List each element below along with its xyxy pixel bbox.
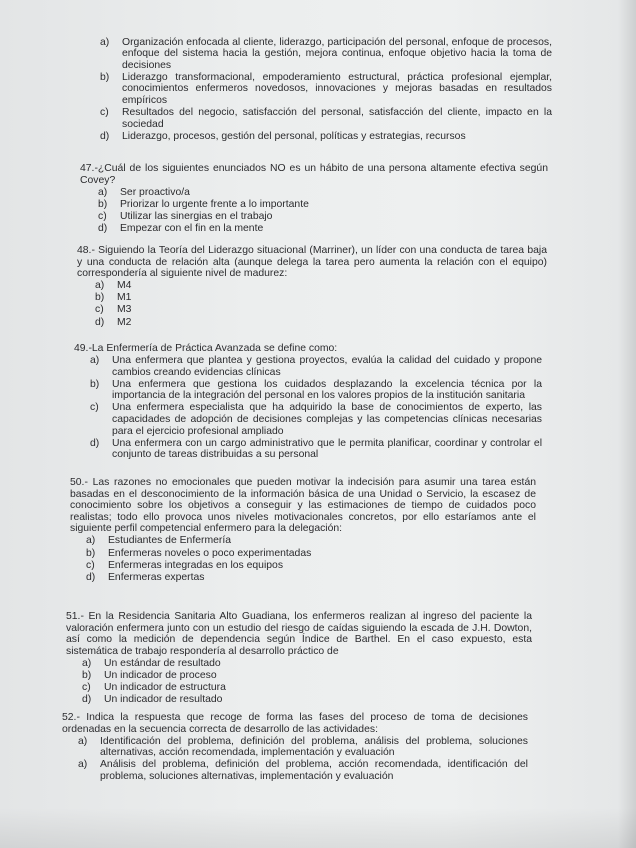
option-letter: b) [90, 378, 100, 390]
option-letter: a) [78, 759, 88, 771]
option [82, 682, 532, 694]
option-letter: a) [86, 535, 96, 547]
option-letter: d) [100, 130, 110, 142]
question-46-options [100, 36, 552, 142]
option-letter: a) [100, 36, 110, 48]
option-text: Un indicador de estructura [104, 682, 226, 694]
option-letter: d) [82, 694, 92, 706]
option [86, 535, 536, 547]
option [86, 560, 536, 572]
option-text: M1 [117, 292, 132, 304]
option [78, 736, 528, 759]
option-letter: c) [100, 107, 109, 119]
option [90, 438, 542, 461]
option-text: Empezar con el fin en la mente [120, 222, 264, 234]
option [98, 199, 548, 211]
option [78, 759, 528, 782]
page-edge-shadow [618, 0, 636, 848]
option-letter: b) [95, 292, 105, 304]
option-letter: b) [82, 669, 92, 681]
option-text: Identificación del problema, definición del problema, análisis del problema, soluciones alternativas, acción recomendada, implementación y evaluación [100, 735, 528, 759]
option [98, 187, 548, 199]
option-letter: a) [78, 735, 88, 747]
option [98, 211, 548, 223]
option [100, 131, 552, 143]
question-text: 52.- Indica la respuesta que recoge de forma las fases del proceso de toma de decisiones ordenadas en la secuencia correcta de desarrollo de las actividades: [62, 712, 528, 735]
option-text: Un estándar de resultado [104, 657, 221, 669]
option [98, 223, 548, 235]
option-text: Una enfermera con un cargo administrativo que le permita planificar, coordinar y controlar el conjunto de tareas distribuidas a su personal [112, 437, 542, 461]
option [90, 379, 542, 402]
option-text: Enfermeras noveles o poco experimentadas [108, 547, 312, 559]
option-letter: d) [90, 437, 100, 449]
question-text: 49.-La Enfermería de Práctica Avanzada se define como: [74, 343, 338, 354]
option [95, 292, 547, 304]
question-text: 51.- En la Residencia Sanitaria Alto Guadiana, los enfermeros realizan al ingreso del paciente la valoración enfermera junto con un estudio del riesgo de caídas siguiendo la escada de J.H. Dowton, así como la medición de dependencia según Índice de Barthel. En el caso expuesto, esta sistemática de trabajo respondería al desarrollo práctico de [66, 611, 532, 657]
option-text: Un indicador de proceso [104, 669, 217, 681]
option-text: M2 [117, 316, 132, 328]
option-letter: d) [86, 571, 96, 583]
option [95, 317, 547, 329]
option [100, 72, 552, 107]
option [82, 670, 532, 682]
option [100, 37, 552, 72]
option-text: Liderazgo, procesos, gestión del personal, políticas y estrategias, recursos [122, 130, 466, 142]
option [90, 355, 542, 378]
question-text: 48.- Siguiendo la Teoría del Liderazgo situacional (Marriner), un líder con una conducta de tarea baja y una conducta de relación alta (aunque delega la tarea pero aumenta la relación con el equipo) correspondería al siguiente nivel de madurez: [77, 245, 547, 280]
question-text: 50.- Las razones no emocionales que pueden motivar la indecisión para asumir una tarea están basadas en el desconocimiento de la información básica de una Unidad o Servicio, la escasez de conocimiento sobre los objetivos a conseguir y las estimaciones de tiempo de cuidados poco realistas; todo ello provoca unos niveles motivacionales concretos, por ello estaríamos ante el siguiente perfil competencial enfermero para la delegación: [70, 477, 536, 535]
option-letter: b) [98, 198, 108, 210]
option-letter: c) [90, 402, 99, 414]
option-letter: c) [95, 304, 104, 316]
option-letter: c) [82, 682, 91, 694]
option-letter: b) [86, 547, 96, 559]
option-text: Enfermeras integradas en los equipos [108, 559, 284, 571]
option-letter: a) [98, 186, 108, 198]
question-47 [80, 163, 548, 235]
option-text: Una enfermera que gestiona los cuidados desplazando la excelencia técnica por la importancia de la integración del personal en los valores propios de la institución sanitaria [112, 378, 542, 402]
option-text: Una enfermera especialista que ha adquirido la base de conocimientos de experto, las capacidades de adopción de decisiones complejas y las competencias clínicas necesarias para el ejercicio profesional ampliado [112, 402, 542, 437]
option-text: M4 [117, 280, 132, 292]
option-letter: d) [98, 222, 108, 234]
option-text: Resultados del negocio, satisfacción del personal, satisfacción del cliente, impacto en la sociedad [122, 107, 552, 130]
question-48 [77, 245, 547, 328]
page-bottom-shadow [0, 808, 636, 848]
option-letter: d) [95, 316, 105, 328]
option-text: Utilizar las sinergias en el trabajo [120, 210, 273, 222]
option [95, 304, 547, 316]
option-text: Análisis del problema, definición del problema, acción recomendada, identificación del problema, soluciones alternativas, implementación y evaluación [100, 759, 528, 782]
option [95, 280, 547, 292]
option [100, 107, 552, 130]
option-text: Priorizar lo urgente frente a lo importante [120, 198, 309, 210]
option-letter: b) [100, 71, 110, 83]
option-text: Una enfermera que plantea y gestiona proyectos, evalúa la calidad del cuidado y propone cambios creando evidencias clínicas [112, 355, 542, 378]
option-text: Un indicador de resultado [104, 694, 223, 706]
option-text: Estudiantes de Enfermería [108, 535, 232, 547]
option-letter: a) [90, 355, 100, 367]
option-text: Organización enfocada al cliente, liderazgo, participación del personal, enfoque de procesos, enfoque del sistema hacia la gestión, mejora continua, enfoque objetivo hacia la toma de decisiones [122, 36, 552, 71]
question-50 [70, 477, 536, 583]
option-text: Liderazgo transformacional, empoderamiento estructural, práctica profesional ejemplar, conocimientos enfermeros novedosos, innovaciones y mejoras basadas en resultados empíricos [122, 71, 552, 106]
option [86, 572, 536, 584]
option-letter: a) [82, 657, 92, 669]
option [86, 548, 536, 560]
option-letter: c) [98, 210, 107, 222]
option-letter: a) [95, 280, 105, 292]
option-text: Enfermeras expertas [108, 571, 205, 583]
option-letter: c) [86, 559, 95, 571]
question-text: 47.-¿Cuál de los siguientes enunciados NO es un hábito de una persona altamente efectiva según Covey? [80, 163, 548, 186]
option-text: M3 [117, 304, 132, 316]
question-52 [62, 712, 528, 783]
option [82, 694, 532, 706]
question-51 [66, 611, 532, 706]
option-text: Ser proactivo/a [120, 186, 190, 198]
option [90, 402, 542, 437]
question-49 [74, 343, 542, 461]
option [82, 658, 532, 670]
